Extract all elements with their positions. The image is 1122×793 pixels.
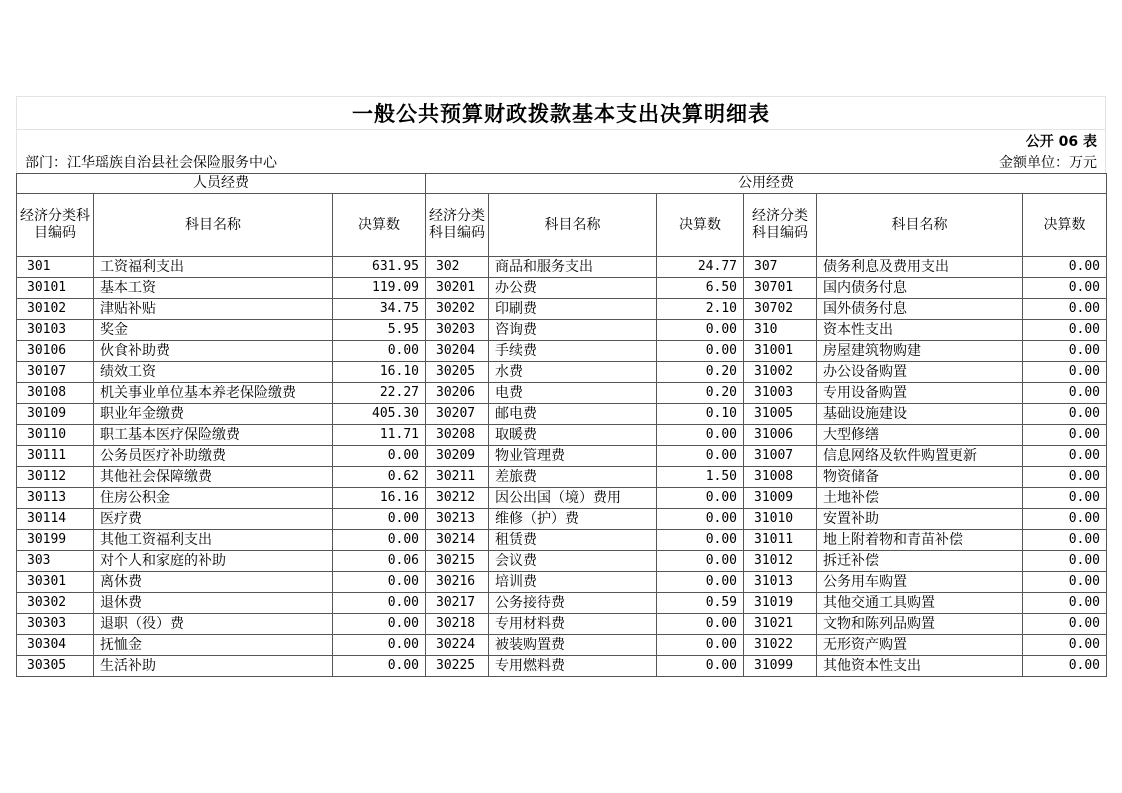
name-cell: 土地补偿 [817, 488, 1023, 509]
name-cell: 地上附着物和青苗补偿 [817, 530, 1023, 551]
name-cell: 抚恤金 [94, 635, 333, 656]
name-cell: 房屋建筑物购建 [817, 341, 1023, 362]
name-cell: 手续费 [489, 341, 657, 362]
name-cell: 安置补助 [817, 509, 1023, 530]
name-cell: 水费 [489, 362, 657, 383]
amount-cell: 631.95 [333, 257, 426, 278]
name-cell: 国内债务付息 [817, 278, 1023, 299]
report-title: 一般公共预算财政拨款基本支出决算明细表 [352, 102, 770, 126]
code-cell: 30214 [426, 530, 489, 551]
code-cell: 30202 [426, 299, 489, 320]
expenditure-table [16, 173, 1107, 677]
amount-cell: 22.27 [333, 383, 426, 404]
code-cell: 30212 [426, 488, 489, 509]
name-cell: 机关事业单位基本养老保险缴费 [94, 383, 333, 404]
amount-cell: 0.62 [333, 467, 426, 488]
code-cell: 30206 [426, 383, 489, 404]
code-cell: 30209 [426, 446, 489, 467]
code-cell: 31019 [744, 593, 817, 614]
name-cell: 物资储备 [817, 467, 1023, 488]
table-row [17, 257, 1107, 278]
header-code: 经济分类科目编码 [17, 194, 94, 257]
table-row [17, 572, 1107, 593]
amount-cell: 0.00 [1023, 278, 1107, 299]
code-cell: 30107 [17, 362, 94, 383]
table-row [17, 614, 1107, 635]
amount-cell: 0.00 [657, 572, 744, 593]
name-cell: 其他工资福利支出 [94, 530, 333, 551]
table-row [17, 341, 1107, 362]
name-cell: 职工基本医疗保险缴费 [94, 425, 333, 446]
amount-cell: 0.20 [657, 362, 744, 383]
name-cell: 邮电费 [489, 404, 657, 425]
name-cell: 文物和陈列品购置 [817, 614, 1023, 635]
amount-cell: 0.00 [333, 572, 426, 593]
code-cell: 30305 [17, 656, 94, 677]
table-row [17, 593, 1107, 614]
amount-cell: 0.00 [657, 635, 744, 656]
amount-cell: 0.00 [657, 320, 744, 341]
table-row [17, 488, 1107, 509]
amount-cell: 0.00 [1023, 404, 1107, 425]
amount-cell: 0.00 [1023, 593, 1107, 614]
amount-cell: 0.00 [1023, 635, 1107, 656]
header-code: 经济分类科目编码 [744, 194, 817, 257]
header-amount: 决算数 [333, 194, 426, 257]
amount-cell: 0.00 [333, 635, 426, 656]
header-name: 科目名称 [94, 194, 333, 257]
amount-cell: 0.00 [1023, 383, 1107, 404]
report-sheet [16, 96, 1106, 677]
amount-cell: 119.09 [333, 278, 426, 299]
header-name: 科目名称 [489, 194, 657, 257]
code-cell: 30301 [17, 572, 94, 593]
name-cell: 专用材料费 [489, 614, 657, 635]
code-cell: 302 [426, 257, 489, 278]
name-cell: 工资福利支出 [94, 257, 333, 278]
name-cell: 信息网络及软件购置更新 [817, 446, 1023, 467]
name-cell: 绩效工资 [94, 362, 333, 383]
code-cell: 31012 [744, 551, 817, 572]
amount-cell: 0.00 [333, 509, 426, 530]
amount-cell: 0.00 [333, 614, 426, 635]
code-cell: 31021 [744, 614, 817, 635]
table-row [17, 320, 1107, 341]
department-label: 部门：江华瑶族自治县社会保险服务中心 [25, 155, 277, 171]
name-cell: 印刷费 [489, 299, 657, 320]
code-cell: 30112 [17, 467, 94, 488]
name-cell: 办公设备购置 [817, 362, 1023, 383]
name-cell: 公务员医疗补助缴费 [94, 446, 333, 467]
name-cell: 办公费 [489, 278, 657, 299]
code-cell: 30199 [17, 530, 94, 551]
code-cell: 301 [17, 257, 94, 278]
amount-cell: 0.00 [333, 446, 426, 467]
amount-cell: 0.00 [1023, 530, 1107, 551]
code-cell: 30204 [426, 341, 489, 362]
code-cell: 30218 [426, 614, 489, 635]
amount-cell: 0.00 [657, 551, 744, 572]
name-cell: 因公出国（境）费用 [489, 488, 657, 509]
amount-cell: 0.00 [1023, 425, 1107, 446]
name-cell: 债务利息及费用支出 [817, 257, 1023, 278]
name-cell: 取暖费 [489, 425, 657, 446]
amount-cell: 0.00 [657, 614, 744, 635]
name-cell: 培训费 [489, 572, 657, 593]
code-cell: 30213 [426, 509, 489, 530]
name-cell: 基础设施建设 [817, 404, 1023, 425]
amount-cell: 0.00 [657, 341, 744, 362]
amount-cell: 2.10 [657, 299, 744, 320]
amount-cell: 0.00 [1023, 509, 1107, 530]
amount-cell: 11.71 [333, 425, 426, 446]
column-header-row [17, 194, 1107, 257]
code-cell: 30207 [426, 404, 489, 425]
code-cell: 30110 [17, 425, 94, 446]
group-personnel: 人员经费 [17, 174, 426, 194]
amount-cell: 0.59 [657, 593, 744, 614]
table-row [17, 446, 1107, 467]
amount-cell: 0.00 [657, 530, 744, 551]
code-cell: 30208 [426, 425, 489, 446]
amount-cell: 0.00 [1023, 320, 1107, 341]
code-cell: 31008 [744, 467, 817, 488]
name-cell: 被装购置费 [489, 635, 657, 656]
name-cell: 其他社会保障缴费 [94, 467, 333, 488]
amount-cell: 16.10 [333, 362, 426, 383]
amount-cell: 0.00 [333, 341, 426, 362]
name-cell: 无形资产购置 [817, 635, 1023, 656]
code-cell: 30113 [17, 488, 94, 509]
code-cell: 30225 [426, 656, 489, 677]
amount-cell: 405.30 [333, 404, 426, 425]
table-row [17, 635, 1107, 656]
name-cell: 住房公积金 [94, 488, 333, 509]
group-public: 公用经费 [426, 174, 1107, 194]
code-cell: 30106 [17, 341, 94, 362]
name-cell: 租赁费 [489, 530, 657, 551]
code-cell: 31001 [744, 341, 817, 362]
table-row [17, 656, 1107, 677]
amount-cell: 0.10 [657, 404, 744, 425]
code-cell: 31099 [744, 656, 817, 677]
amount-cell: 0.00 [657, 446, 744, 467]
amount-cell: 0.00 [1023, 341, 1107, 362]
code-cell: 31003 [744, 383, 817, 404]
code-cell: 303 [17, 551, 94, 572]
code-cell: 31005 [744, 404, 817, 425]
amount-cell: 24.77 [657, 257, 744, 278]
amount-cell: 5.95 [333, 320, 426, 341]
amount-cell: 6.50 [657, 278, 744, 299]
code-cell: 31009 [744, 488, 817, 509]
header-amount: 决算数 [657, 194, 744, 257]
name-cell: 维修（护）费 [489, 509, 657, 530]
code-cell: 30103 [17, 320, 94, 341]
code-cell: 31013 [744, 572, 817, 593]
amount-cell: 1.50 [657, 467, 744, 488]
name-cell: 职业年金缴费 [94, 404, 333, 425]
code-cell: 30205 [426, 362, 489, 383]
name-cell: 咨询费 [489, 320, 657, 341]
name-cell: 商品和服务支出 [489, 257, 657, 278]
amount-cell: 0.00 [1023, 299, 1107, 320]
name-cell: 公务接待费 [489, 593, 657, 614]
name-cell: 奖金 [94, 320, 333, 341]
amount-cell: 0.00 [1023, 572, 1107, 593]
table-code: 公开 06 表 [1025, 133, 1097, 150]
amount-cell: 0.06 [333, 551, 426, 572]
table-row [17, 404, 1107, 425]
table-row [17, 278, 1107, 299]
name-cell: 资本性支出 [817, 320, 1023, 341]
code-cell: 30114 [17, 509, 94, 530]
name-cell: 专用设备购置 [817, 383, 1023, 404]
group-header-row [17, 174, 1107, 194]
amount-cell: 0.20 [657, 383, 744, 404]
code-cell: 30203 [426, 320, 489, 341]
amount-cell: 0.00 [1023, 362, 1107, 383]
header-amount: 决算数 [1023, 194, 1107, 257]
amount-cell: 0.00 [1023, 614, 1107, 635]
table-row [17, 362, 1107, 383]
amount-cell: 0.00 [1023, 551, 1107, 572]
code-cell: 31007 [744, 446, 817, 467]
header-code: 经济分类科目编码 [426, 194, 489, 257]
name-cell: 对个人和家庭的补助 [94, 551, 333, 572]
code-cell: 30108 [17, 383, 94, 404]
amount-cell: 0.00 [1023, 656, 1107, 677]
name-cell: 基本工资 [94, 278, 333, 299]
code-cell: 31022 [744, 635, 817, 656]
code-cell: 30217 [426, 593, 489, 614]
table-row [17, 551, 1107, 572]
code-cell: 30224 [426, 635, 489, 656]
table-row [17, 299, 1107, 320]
code-cell: 30304 [17, 635, 94, 656]
name-cell: 拆迁补偿 [817, 551, 1023, 572]
code-cell: 310 [744, 320, 817, 341]
name-cell: 差旅费 [489, 467, 657, 488]
amount-cell: 0.00 [1023, 467, 1107, 488]
code-cell: 30111 [17, 446, 94, 467]
amount-cell: 0.00 [333, 593, 426, 614]
table-body [17, 257, 1107, 677]
name-cell: 国外债务付息 [817, 299, 1023, 320]
code-cell: 30303 [17, 614, 94, 635]
name-cell: 大型修缮 [817, 425, 1023, 446]
amount-cell: 0.00 [1023, 446, 1107, 467]
code-cell: 30102 [17, 299, 94, 320]
table-row [17, 383, 1107, 404]
name-cell: 津贴补贴 [94, 299, 333, 320]
code-cell: 30302 [17, 593, 94, 614]
info-row [16, 151, 1106, 173]
name-cell: 物业管理费 [489, 446, 657, 467]
name-cell: 生活补助 [94, 656, 333, 677]
name-cell: 其他交通工具购置 [817, 593, 1023, 614]
name-cell: 会议费 [489, 551, 657, 572]
code-cell: 31006 [744, 425, 817, 446]
code-cell: 30211 [426, 467, 489, 488]
amount-cell: 34.75 [333, 299, 426, 320]
table-code-row [16, 129, 1106, 151]
amount-cell: 0.00 [333, 656, 426, 677]
amount-cell: 0.00 [657, 509, 744, 530]
code-cell: 30109 [17, 404, 94, 425]
table-row [17, 467, 1107, 488]
name-cell: 离休费 [94, 572, 333, 593]
code-cell: 30216 [426, 572, 489, 593]
amount-cell: 0.00 [1023, 488, 1107, 509]
amount-cell: 0.00 [1023, 257, 1107, 278]
name-cell: 医疗费 [94, 509, 333, 530]
amount-cell: 0.00 [657, 425, 744, 446]
amount-cell: 16.16 [333, 488, 426, 509]
name-cell: 退休费 [94, 593, 333, 614]
code-cell: 30101 [17, 278, 94, 299]
table-row [17, 425, 1107, 446]
name-cell: 公务用车购置 [817, 572, 1023, 593]
code-cell: 30702 [744, 299, 817, 320]
code-cell: 30701 [744, 278, 817, 299]
code-cell: 307 [744, 257, 817, 278]
name-cell: 其他资本性支出 [817, 656, 1023, 677]
amount-cell: 0.00 [657, 656, 744, 677]
amount-cell: 0.00 [333, 530, 426, 551]
code-cell: 30201 [426, 278, 489, 299]
title-row [16, 96, 1106, 129]
amount-cell: 0.00 [657, 488, 744, 509]
name-cell: 电费 [489, 383, 657, 404]
code-cell: 31010 [744, 509, 817, 530]
name-cell: 专用燃料费 [489, 656, 657, 677]
name-cell: 退职（役）费 [94, 614, 333, 635]
unit-label: 金额单位：万元 [999, 155, 1097, 171]
code-cell: 31002 [744, 362, 817, 383]
name-cell: 伙食补助费 [94, 341, 333, 362]
header-name: 科目名称 [817, 194, 1023, 257]
code-cell: 31011 [744, 530, 817, 551]
table-row [17, 530, 1107, 551]
code-cell: 30215 [426, 551, 489, 572]
table-row [17, 509, 1107, 530]
